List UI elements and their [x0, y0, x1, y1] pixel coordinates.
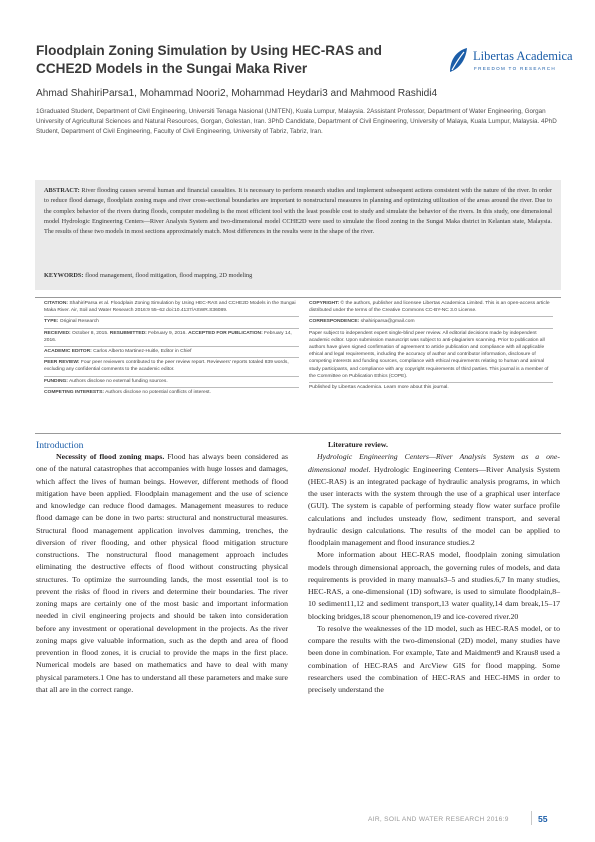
author-affiliations: 1Graduated Student, Department of Civil Engineering, Universiti Tenaga Nasional (UNITEN), Kuala Lumpur, Malaysia. 2Assistant Professor, Department of Water Engineering, Gorgan University of Agricultural Sciences and Natural Resources, Gorgan, Golestan, Iran. 3PhD Candidate, Department of Civil Engineering, University of Malaya, Kuala Lumpur, Malaysia. 4PhD Student, Department of Civil Engineering, Faculty of Civil Engineering, University of Tabriz, Tabriz, Iran. — [36, 108, 557, 135]
correspondence-info: CORRESPONDENCE: shahiriparsa@gmail.com — [309, 316, 553, 325]
page-number: 55 — [538, 814, 548, 824]
lit-paragraph-3: To resolve the weaknesses of the 1D model, such as HEC-RAS model, or to compare the results with the two-dimensional (2D) model, many studies have been done in combination. For example, Tate and Maidment9 and Kraus8 used a combination of HEC-RAS and ArcView GIS for flood mapping. Some researchers used the combination of HEC-RAS and HEC-HMS in order to precisely understand the — [308, 623, 560, 694]
article-info-left — [44, 300, 299, 396]
section-heading-introduction: Introduction — [36, 440, 84, 451]
logo-name: Libertas Academica — [473, 49, 573, 63]
funding-info: FUNDING: Authors disclose no external funding sources. — [44, 376, 299, 385]
body-right-column — [308, 439, 560, 696]
intro-text: Flood has always been considered as one of the natural catastrophes that accompanies with huge losses and damages, which affect the lives of human beings. However, different methods of flood mitigation have been applied. Floodplain management and the use of science and knowledge can reduce flood damages. Management measures to reduce flood damage can be done in two parts: structural and nonstructural measures. Structural flood management application involves damming, trenches, the diversion of river flooding, and other physical flood mitigation structure constructions. The nonstructural flood management approach includes eliminating the destructive effects of flood without constructing physical structures. To optimize the surrounding lands, the most essential tool is to prevent the risks of flood in rivers and determine their boundaries. The river zoning maps are certainly one of the most basic and important information needed in civil engineering projects and should be taken into consideration before any investment or operational development in the projects. As the river zoning maps give valuable information, such as the depth and area of flood prevention in flood zones, it is crucial to provide the maps in the first place. Numerical models are based on mathematics and have to deal with many physical parameters.1 One has to understand all these parameters and make sure that all are in the correct range. — [36, 452, 288, 694]
publisher-logo[interactable] — [447, 46, 573, 78]
literature-heading: Literature review. — [328, 440, 388, 449]
citation-info: CITATION: ShahiriParsa et al. Floodplain Zoning Simulation by Using HEC-RAS and CCHE2D Models in the Sungai Maka River. Air, Soil and Water Research 2016:9 55–62 doi:10.4137/ASWR.S36089. — [44, 301, 296, 314]
abstract-text: River flooding causes several human and financial casualties. It is necessary to perform research studies and implement subsequent actions consistent with the nature of the river. In order to reduce flood damage, floodplain zoning maps and river cross-sectional boundaries are important to nonstructural measures in planning and optimizing utilization of the areas around the river. Due to the complex behavior of the rivers during floods, computer modeling is the most efficient tool with the least possible cost to study and simulate the behavior of the rivers. In this study, one dimensional model Hydrologic Engineering Centers—River Analysis System and two-dimensional model CCHE2D were used to simulate the flood zoning in the Sungai Maka district in Kelantan state, Malaysia. The results of these two models in most sections approximately match. Most differences in the results were in the shape of the river. — [44, 187, 552, 236]
footer-journal: AIR, SOIL AND WATER RESEARCH 2016:9 — [368, 816, 509, 823]
correspondence-email[interactable]: shahiriparsa@gmail.com — [359, 319, 415, 325]
keywords — [44, 272, 552, 279]
logo-tagline: FREEDOM TO RESEARCH — [474, 66, 556, 71]
lit-paragraph-1: Hydrologic Engineering Centers—River Analysis System (HEC-RAS) is an integrated package of hydraulic analysis programs, in which the user interacts with the system through the use of a graphical user interface (GUI). The system is capable of performing steady flow water surface profile calculations and includes unsteady flow, sediment transport, and several hydraulic design calculations. The results of the model can be applied to floodplain management and flood insurance studies.2 — [308, 464, 560, 547]
type-info: TYPE: Original Research — [44, 316, 299, 325]
abstract-label: ABSTRACT: — [44, 187, 80, 194]
dates-info: RECEIVED: October 8, 2015. RESUBMITTED: February 9, 2016. ACCEPTED FOR PUBLICATION: February 14, 2016. — [44, 328, 299, 344]
abstract — [44, 186, 552, 237]
competing-interests-info: COMPETING INTERESTS: Authors disclose no potential conflicts of interest. — [44, 387, 299, 396]
keywords-text: flood management, flood mitigation, flood mapping, 2D modeling — [83, 272, 253, 279]
published-by-link[interactable]: Published by Libertas Academica. Learn more about this journal. — [309, 382, 553, 391]
editor-info: ACADEMIC EDITOR: Carlos Alberto Martinez-Huitle, Editor in Chief — [44, 346, 299, 355]
lit-subheading: Hydrologic Engineering Centers—River Analysis System as a one-dimensional model. — [308, 452, 560, 474]
intro-lead: Necessity of flood zoning maps. — [56, 452, 165, 461]
libertas-leaf-icon — [447, 46, 471, 74]
copyright-info: COPYRIGHT: © the authors, publisher and licensee Libertas Academica Limited. This is an open-access article distributed under the terms of the Creative Commons CC-BY-NC 3.0 License. — [309, 301, 550, 314]
footer-divider — [531, 811, 532, 825]
body-left-column — [36, 451, 288, 696]
peer-review-info: PEER REVIEW: Four peer reviewers contributed to the peer review report. Reviewers' reports totaled 839 words, excluding any confidential comments to the academic editor. — [44, 357, 299, 373]
divider — [35, 297, 561, 298]
lit-paragraph-2: More information about HEC-RAS model, floodplain zoning simulation models through dimensional approach, the governing rules of models, and data requirements is provided in many manuals3–5 and studies.6,7 In many studies, HEC-RAS, a one-dimensional (1D) software, is used to simulate floodplain,8–10 sediment11,12 and sediment transport,13 water quality,14 dam break,15–17 blocking bridges,18 scour phenomenon,19 and ice-covered river.20 — [308, 550, 560, 621]
article-info-right — [309, 300, 553, 391]
keywords-label: KEYWORDS: — [44, 272, 84, 279]
article-title: Floodplain Zoning Simulation by Using HEC-RAS and CCHE2D Models in the Sungai Maka River — [36, 43, 382, 76]
peer-review-policy: Paper subject to independent expert single-blind peer review. All editorial decisions made by independent academic editor. Upon submission manuscript was subject to anti-plagiarism scanning. Prior to publication all authors have given signed confirmation of agreement to article publication and compliance with all applicable ethical and legal requirements, including the accuracy of author and contributor information, disclosure of competing interests and funding sources, compliance with ethical requirements relating to human and animal study participants, and compliance with any copyright requirements of third parties. This journal is a member of the Committee on Publication Ethics (COPE). — [309, 328, 553, 380]
author-list: Ahmad ShahiriParsa1, Mohammad Noori2, Mohammad Heydari3 and Mahmood Rashidi4 — [36, 88, 438, 99]
divider — [35, 433, 561, 434]
